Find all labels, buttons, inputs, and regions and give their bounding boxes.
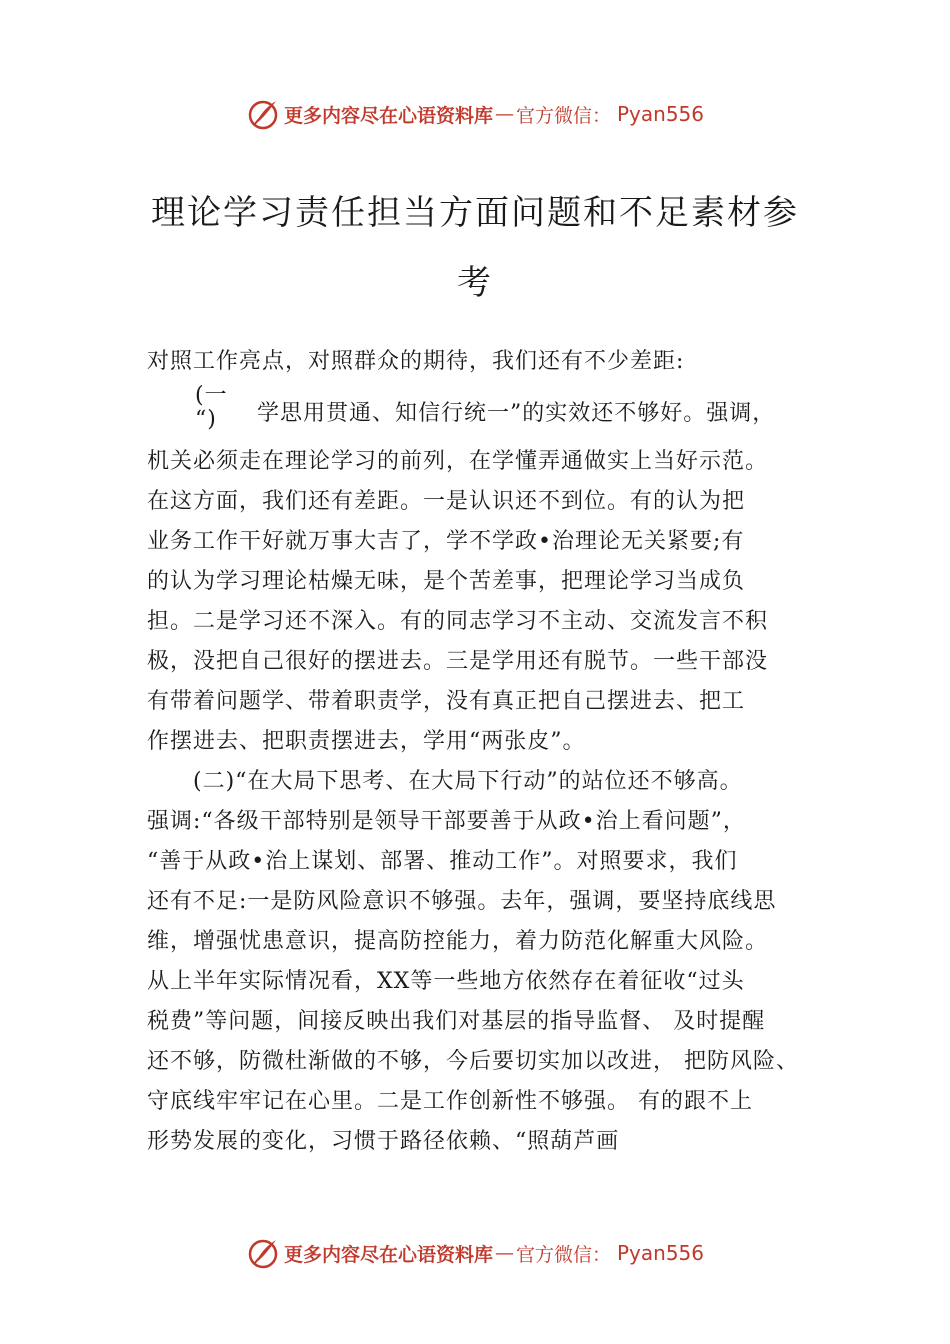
banner-brand: 更多内容尽在心语资料库 [283,104,493,127]
paragraph-line: 维，增强忧患意识，提高防控能力，着力防范化解重大风险。 [147,929,769,954]
section-1-bracket-bottom: “) [195,407,217,432]
banner-wechat-id: Pyan556 [617,1241,705,1265]
banner-wechat-label: 官方微信： [515,104,611,127]
footer-banner [0,1233,950,1273]
paragraph-line: 守底线牢牢记在心里。二是工作创新性不够强。 有的跟不上 [147,1089,753,1114]
banner-brand: 更多内容尽在心语资料库 [283,1243,493,1266]
title-line-1: 理论学习责任担当方面问题和不足素材参 [151,193,799,233]
paragraph-line: 作摆进去、把职责摆进去，学用“两张皮”。 [147,729,586,754]
section-1-paragraph [147,442,837,762]
section-1-heading-text: 学思用贯通、知信行统一”的实效还不够好。强调， [257,401,776,426]
section-1-bracket-top: (一 [195,383,228,408]
paragraph-line: 有带着问题学、带着职责学，没有真正把自己摆进去、把工 [147,689,746,714]
paragraph-line: 形势发展的变化，习惯于路径依赖、“照葫芦画 [147,1129,620,1154]
paragraph-line: 极，没把自己很好的摆进去。三是学用还有脱节。一些干部没 [147,649,769,674]
header-banner [0,94,950,134]
section-2-heading: (二)“在大局下思考、在大局下行动”的站位还不够高。 [193,769,743,794]
intro-paragraph: 对照工作亮点，对照群众的期待，我们还有不少差距: [147,349,685,374]
section-2-paragraph [147,802,837,1162]
paragraph-line: “善于从政•治上谋划、部署、推动工作”。对照要求，我们 [147,849,738,874]
paragraph-line: 担。二是学习还不深入。有的同志学习不主动、交流发言不积 [147,609,769,634]
quill-logo-icon [246,1236,280,1270]
paragraph-line: 还有不足:一是防风险意识不够强。去年，强调，要坚持底线思 [147,889,777,914]
banner-wechat-id: Pyan556 [617,102,705,126]
document-body [147,342,837,1162]
paragraph-line: 业务工作干好就万事大吉了，学不学政•治理论无关紧要;有 [147,529,745,554]
paragraph-line: 在这方面，我们还有差距。一是认识还不到位。有的认为把 [147,489,746,514]
paragraph-line: 从上半年实际情况看，XX等一些地方依然存在着征收“过头 [147,969,745,994]
paragraph-line: 的认为学习理论枯燥无味，是个苦差事，把理论学习当成负 [147,569,746,594]
banner-separator: — [494,103,514,125]
section-1-bracket [195,384,228,432]
paragraph-line: 税费”等问题，间接反映出我们对基层的指导监督、 及时提醒 [147,1009,766,1034]
paragraph-line: 还不够，防微杜渐做的不够，今后要切实加以改进， 把防风险、 [147,1049,799,1074]
banner-wechat-label: 官方微信： [515,1243,611,1266]
paragraph-line: 强调:“各级干部特别是领导干部要善于从政•治上看问题”， [147,809,746,834]
document-title [130,178,820,318]
section-1-heading [147,382,837,442]
title-line-2: 考 [457,263,493,303]
banner-separator: — [494,1242,514,1264]
paragraph-line: 机关必须走在理论学习的前列，在学懂弄通做实上当好示范。 [147,449,769,474]
quill-logo-icon [246,97,280,131]
